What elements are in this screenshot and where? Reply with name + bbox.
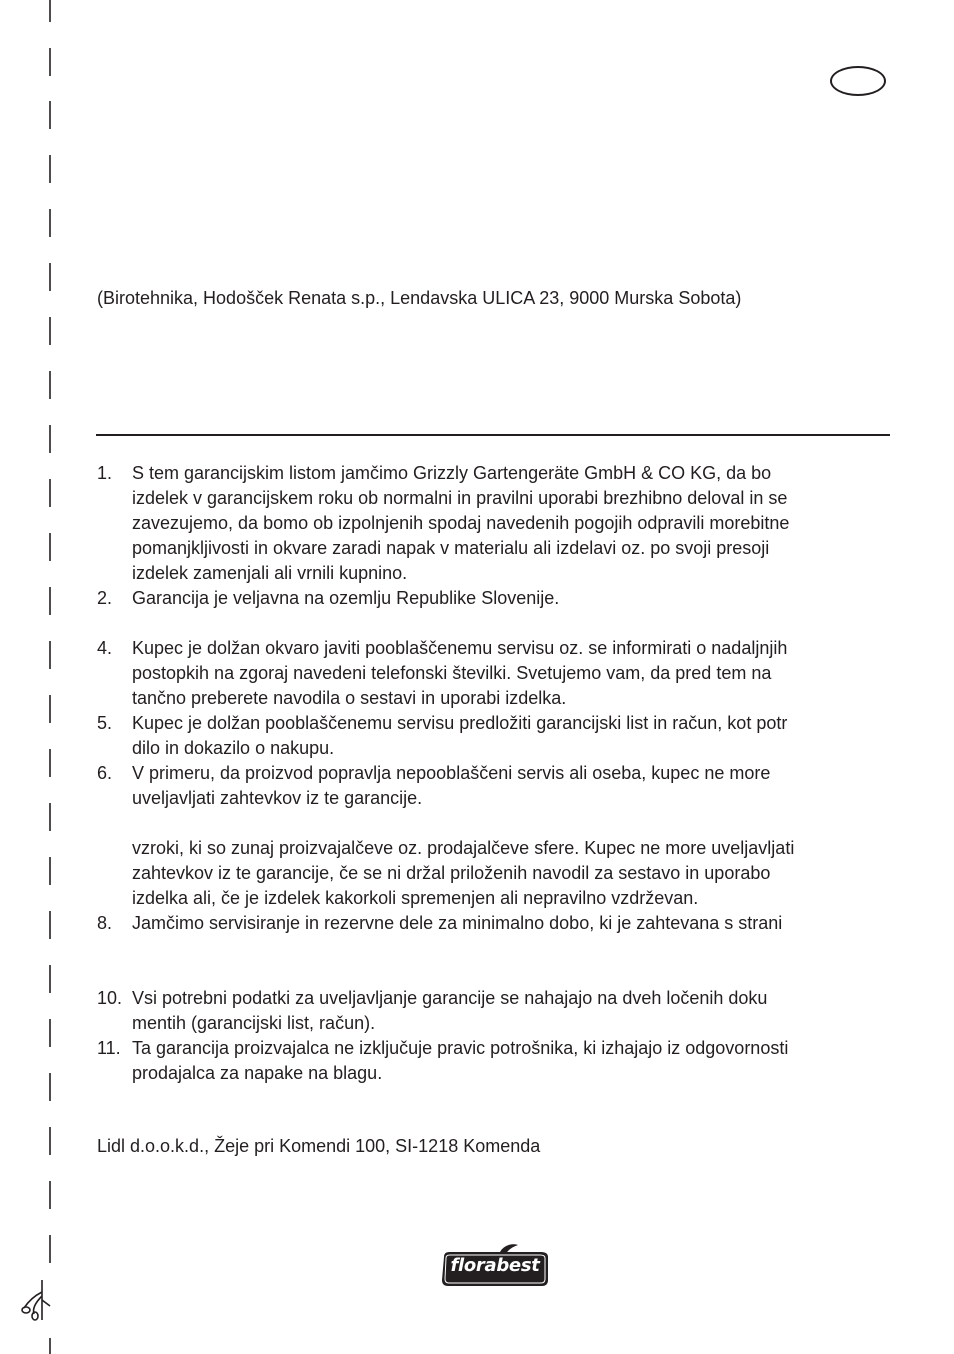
term-line: Ta garancija proizvajalca ne izključuje pravic potrošnika, ki izhajajo iz odgovornosti [132,1038,789,1058]
term-item-10 [97,986,897,1036]
term-item-8 [97,911,897,936]
scissors-icon [20,1278,54,1322]
term-line: postopkih na zgoraj navedeni telefonski številki. Svetujemo vam, da pred tem na [132,663,772,683]
term-line: vzroki, ki so zunaj proizvajalčeve oz. prodajalčeve sfere. Kupec ne more uveljavljati [132,838,795,858]
term-line: mentih (garancijski list, račun). [132,1013,376,1033]
term-line: izdelek zamenjali ali vrnili kupnino. [132,563,408,583]
cut-line [0,0,60,1354]
term-line: izdelka ali, če je izdelek kakorkoli spremenjen ali nepravilno vzdrževan. [132,888,699,908]
term-line: Vsi potrebni podatki za uveljavljanje garancije se nahajajo na dveh ločenih doku [132,988,768,1008]
term-line: tančno preberete navodila o sestavi in uporabi izdelka. [132,688,567,708]
term-number: 1. [97,463,113,483]
country-badge-oval [830,66,886,96]
retailer-address: Lidl d.o.o.k.d., Žeje pri Komendi 100, SI-1218 Komenda [97,1136,541,1156]
term-number: 6. [97,763,113,783]
term-number: 11. [97,1038,121,1058]
term-line: uveljavljati zahtevkov iz te garancije. [132,788,423,808]
term-number: 4. [97,638,113,658]
florabest-logo [438,1243,552,1289]
service-address: (Birotehnika, Hodošček Renata s.p., Lendavska ULICA 23, 9000 Murska Sobota) [97,288,742,308]
term-line: V primeru, da proizvod popravlja nepooblaščeni servis ali oseba, kupec ne more [132,763,771,783]
term-number: 10. [97,988,123,1008]
term-line: zavezujemo, da bomo ob izpolnjenih spodaj navedenih pogojih odpravili morebitne [132,513,790,533]
term-line: Jamčimo servisiranje in rezervne dele za minimalno dobo, ki je zahtevana s strani [132,913,783,933]
term-line: Garancija je veljavna na ozemlju Republike Slovenije. [132,588,560,608]
term-line: dilo in dokazilo o nakupu. [132,738,335,758]
term-item-5 [97,711,897,761]
term-item-2 [97,586,897,611]
term-line: S tem garancijskim listom jamčimo Grizzly Gartengeräte GmbH & CO KG, da bo [132,463,772,483]
term-line: Kupec je dolžan okvaro javiti pooblaščenemu servisu oz. se informirati o nadaljnjih [132,638,788,658]
divider [96,434,890,436]
term-item-1 [97,461,897,586]
term-item-4 [97,636,897,711]
term-item-6 [97,761,897,811]
brand-name: florabest [450,1255,540,1276]
term-number: 8. [97,913,113,933]
term-line: zahtevkov iz te garancije, če se ni držal priloženih navodil za sestavo in uporabo [132,863,771,883]
term-line: izdelek v garancijskem roku ob normalni in pravilni uporabi brezhibno deloval in se [132,488,788,508]
term-line: pomanjkljivosti in okvare zaradi napak v materialu ali izdelavi oz. po svoji presoji [132,538,770,558]
term-number: 5. [97,713,113,733]
term-continuation [97,836,897,911]
term-number: 2. [97,588,113,608]
term-line: Kupec je dolžan pooblaščenemu servisu predložiti garancijski list in račun, kot potr [132,713,788,733]
term-item-11 [97,1036,897,1086]
warranty-terms-list [97,461,897,1086]
term-line: prodajalca za napake na blagu. [132,1063,383,1083]
